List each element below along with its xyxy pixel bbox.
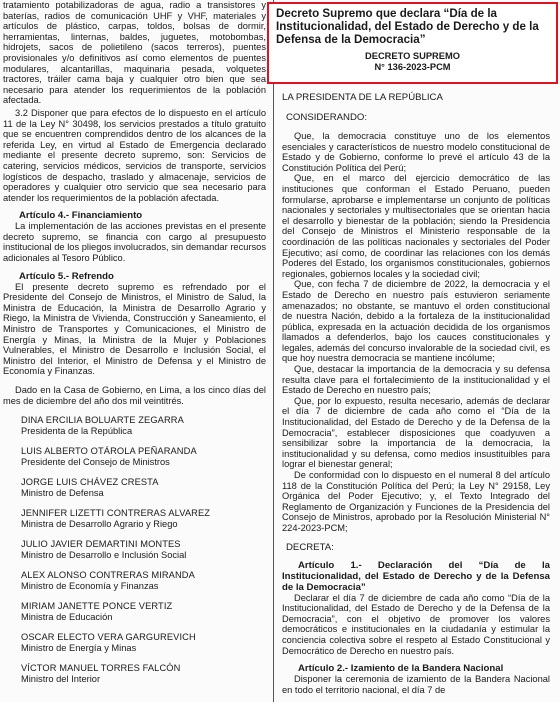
signer-role: Ministra de Desarrollo Agrario y Riego (21, 519, 178, 530)
considerando-paragraph: Que, con fecha 7 de diciembre de 2022, la democracia y el Estado de Derecho en nuestro país estuvieron seriamente amenazados; no obstante, se mantuvo el orden constitucional de nuestra Nación, debido a la fortaleza de la institucionalidad pública, expresada en la actuación decidida de los organismos llamados a defenderlos, bajo los cauces constitucionales y legales, además del concurso invalorable de la sociedad civil, es que hoy nuestra democracia se mantiene incólume; (282, 279, 550, 364)
signer-name: DINA ERCILIA BOLUARTE ZEGARRA (21, 415, 184, 426)
article-2-text: Disponer la ceremonia de izamiento de la Bandera Nacional en todo el territorio nacional, el día 7 de (282, 674, 550, 695)
signer-name: OSCAR ELECTO VERA GARGUREVICH (21, 632, 196, 643)
considerando-paragraph: De conformidad con lo dispuesto en el numeral 8 del artículo 118 de la Constitución Política del Perú; la Ley N° 29158, Ley Orgánica del Poder Ejecutivo; y, el Texto Integrado del Reglamento de Organización y Funciones de la Presidencia del Consejo de Ministros, aprobado por la Resolución Ministerial N° 224-2023-PCM; (282, 470, 550, 533)
signer-block (21, 601, 266, 623)
signer-block (21, 570, 266, 592)
left-column (3, 0, 266, 702)
signer-role: Presidente del Consejo de Ministros (21, 457, 170, 468)
signer-block (21, 632, 266, 654)
decree-number: N° 136-2023-PCM (374, 61, 451, 72)
paragraph-3-2: 3.2 Disponer que para efectos de lo dispuesto en el artículo 11 de la Ley N° 30498, los servicios prestados a título gratuito que se encuentren comprendidos dentro de los alcances de la referida Ley, en virtud al Estado de Emergencia declarado mediante el presente decreto supremo, son: Servicios de catering, servicios médicos, servicios de transporte, servicios logísticos de despacho, traslado y almacenaje, servicios de operadores y cualquier otro servicio que sea necesario para atender los requerimientos de la población afectada. (3, 107, 266, 203)
signer-block (21, 508, 266, 530)
signer-role: Ministra de Educación (21, 612, 113, 623)
considerando-paragraph: Que, por lo expuesto, resulta necesario, además de declarar el día 7 de diciembre de cada año como el “Día de la Institucionalidad, del Estado de Derecho y de la Defensa de la Democracia”, establecer disposiciones que coadyuven a sensibilizar sobre la importancia de la democracia, la institucionalidad y su defensa, como medios insustituibles para lograr el bienestar general; (282, 395, 550, 470)
signer-name: ALEX ALONSO CONTRERAS MIRANDA (21, 570, 195, 581)
signer-role: Ministro del Interior (21, 674, 101, 685)
right-column (282, 0, 550, 702)
column-divider (273, 0, 274, 702)
article-1-text: Declarar el día 7 de diciembre de cada año como “Día de la Institucionalidad, del Estado de Derecho y de la Defensa de la Democracia”, con el objetivo de promover los valores democráticos e institucionales en la ciudadanía y estimular la conciencia colectiva sobre el respeto al Estado Constitucional y Democrático de Derecho en nuestro país. (282, 592, 550, 656)
signer-block (21, 415, 266, 437)
signer-name: VÍCTOR MANUEL TORRES FALCÓN (21, 663, 181, 674)
issuer-heading: LA PRESIDENTA DE LA REPÚBLICA (282, 92, 443, 103)
signer-name: MIRIAM JANETTE PONCE VERTIZ (21, 601, 173, 612)
intro-paragraph: tratamiento potabilizadoras de agua, radio a transistores y baterías, radios de comunicación UHF y VHF, materiales y artículos de plástico, carpas, toldos, bolsas de dormir, herramientas, linternas, baldes, juguetes, motobombas, hidrojets, sacos de polietileno (sacos terreros), puentes provisionales y/o definitivos así como elementos de puentes modulares, alcantarillas, maquinaria pesada, volquetes tractores, tráiler cama baja y cualquier otro bien que sea necesario para atender los requerimientos de la población afectada. (3, 0, 266, 106)
article-5-text: El presente decreto supremo es refrendado por el Presidente del Consejo de Ministros, el Ministro de Salud, la Ministra de Educación, la Ministra de Desarrollo Agrario y Riego, la Ministra de Vivienda, Construcción y Saneamiento, el Ministro de Transportes y Comunicaciones, el Ministro de Energía y Minas, la Ministra de la Mujer y Poblaciones Vulnerables, el Ministro de Desarrollo e Inclusión Social, el Ministro del Interior, el Ministro de Defensa y el Ministro de Economía y Finanzas. (3, 281, 266, 377)
considerando-paragraph: Que, destacar la importancia de la democracia y su defensa resulta clave para el fortalecimiento de la institucionalidad y el Estado de Derecho en nuestro país; (282, 364, 550, 396)
article-5-title: Artículo 5.- Refrendo (19, 270, 114, 282)
signer-name: JENNIFER LIZETTI CONTRERAS ALVAREZ (21, 508, 211, 519)
signer-role: Ministro de Energía y Minas (21, 643, 137, 654)
article-4-text: La implementación de las acciones previstas en el presente decreto supremo, se financia con cargo al presupuesto institucional de los pliegos involucrados, sin demandar recursos adicionales al Tesoro Público. (3, 221, 266, 264)
signer-role: Ministro de Desarrollo e Inclusión Social (21, 550, 187, 561)
article-4-title: Artículo 4.- Financiamiento (19, 210, 143, 222)
signer-name: JULIO JAVIER DEMARTINI MONTES (21, 539, 181, 550)
closing-text: Dado en la Casa de Gobierno, en Lima, a los cinco días del mes de diciembre del año dos mil veintitrés. (3, 385, 266, 406)
considerando-heading: CONSIDERANDO: (286, 112, 368, 123)
considerando-paragraph: Que, en el marco del ejercicio democrático de las instituciones que conforman el Estado Peruano, pueden formularse, aprobarse e implementarse un conjunto de políticas nacionales y sectoriales y multisectoriales que se orientan hacia el desarrollo y bienestar de la población; siendo la Presidencia del Consejo de Ministros el Ministerio responsable de la coordinación de las políticas nacionales y sectoriales del Poder Ejecutivo; así como, de coordinar las relaciones con los demás Poderes del Estado, los organismos constitucionales, gobiernos regionales, gobiernos locales y la sociedad civil; (282, 173, 550, 279)
signer-block (21, 477, 266, 499)
signer-block (21, 663, 266, 685)
signer-block (21, 446, 266, 468)
right-body (282, 88, 550, 695)
decree-label: DECRETO SUPREMO (365, 51, 460, 61)
considerando-paragraph: Que, la democracia constituye uno de los elementos esenciales y característicos de nuestro modelo constitucional de Estado y de Gobierno, conforme lo prevé el artículo 43 de la Constitución Política del Perú; (282, 131, 550, 173)
signer-role: Presidenta de la República (21, 426, 133, 437)
decreta-heading: DECRETA: (286, 541, 334, 553)
signer-role: Ministro de Defensa (21, 488, 104, 499)
article-2-title: Artículo 2.- Izamiento de la Bandera Nacional (298, 663, 504, 675)
article-1-title: Artículo 1.- Declaración del “Día de la Institucionalidad, del Estado de Derecho y de la Defensa de la Democracia” (282, 559, 550, 593)
signer-block (21, 539, 266, 561)
signer-name: LUIS ALBERTO OTÁROLA PEÑARANDA (21, 446, 197, 457)
decree-title: Decreto Supremo que declara “Día de la Institucionalidad, del Estado de Derecho y de la Defensa de la Democracia” (276, 7, 539, 46)
signer-name: JORGE LUIS CHÁVEZ CRESTA (21, 477, 159, 488)
signer-role: Ministro de Economía y Finanzas (21, 581, 159, 592)
